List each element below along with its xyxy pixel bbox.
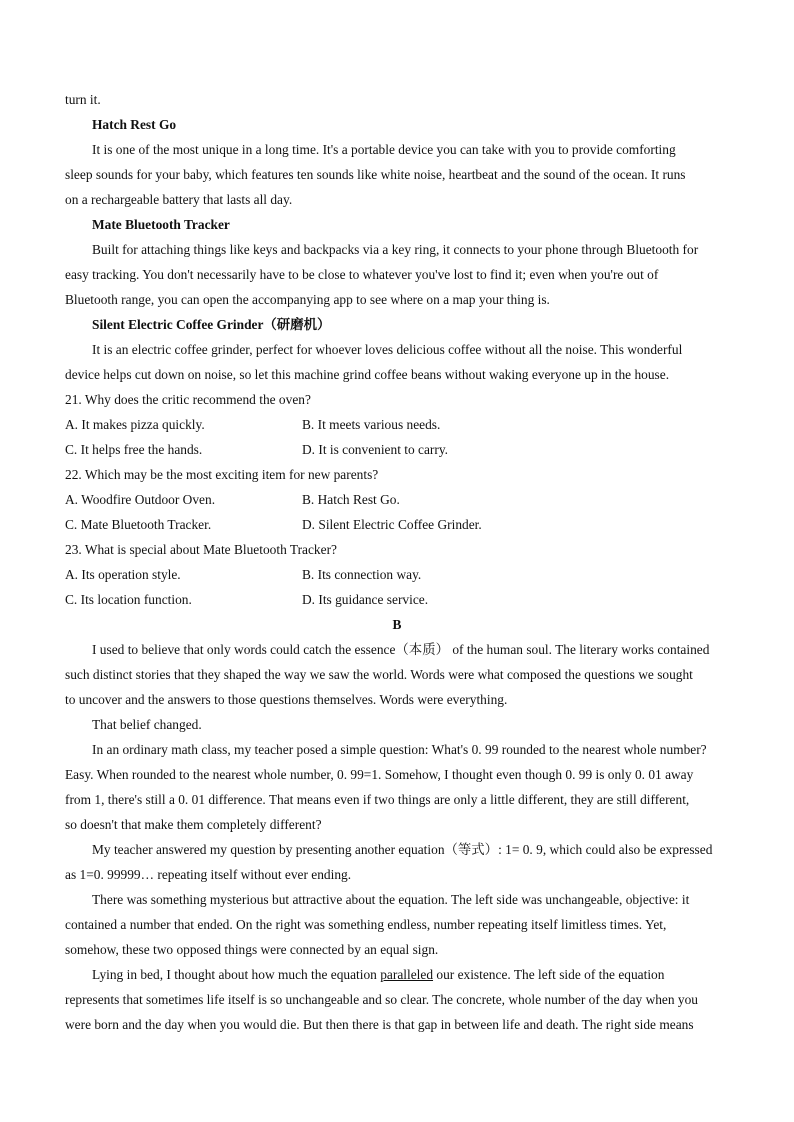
product-text: sleep sounds for your baby, which features ten sounds like white noise, heartbeat and the sound of the ocean. It runs	[65, 167, 686, 182]
option-c: C. Mate Bluetooth Tracker.	[65, 517, 212, 532]
passage-text: were born and the day when you would die. But then there is that gap in between life and death. The right side means	[65, 1017, 694, 1032]
product-text: on a rechargeable battery that lasts all day.	[65, 192, 293, 207]
option-d: D. It is convenient to carry.	[302, 442, 449, 457]
passage-fragment: our existence. The left side of the equation	[433, 967, 665, 982]
underlined-word: paralleled	[380, 967, 434, 982]
option-b: B. Its connection way.	[302, 567, 422, 582]
question-stem: 21. Why does the critic recommend the oven?	[65, 392, 311, 407]
product-heading-tracker: Mate Bluetooth Tracker	[92, 217, 230, 232]
passage-text: represents that sometimes life itself is so unchangeable and so clear. The concrete, whole number of the day when you	[65, 992, 699, 1007]
product-text: It is one of the most unique in a long time. It's a portable device you can take with you to provide comforting	[92, 142, 676, 157]
passage-text: as 1=0. 99999… repeating itself without ever ending.	[65, 867, 352, 882]
passage-text: That belief changed.	[92, 717, 202, 732]
passage-text: My teacher answered my question by presenting another equation（等式）: 1= 0. 9, which could also be expressed	[92, 842, 713, 857]
passage-text: Easy. When rounded to the nearest whole number, 0. 99=1. Somehow, I thought even though 0. 99 is only 0. 01 away	[65, 767, 694, 782]
product-heading-hatch: Hatch Rest Go	[92, 117, 177, 132]
passage-text: There was something mysterious but attractive about the equation. The left side was unchangeable, objective: it	[92, 892, 690, 907]
passage-text: somehow, these two opposed things were connected by an equal sign.	[65, 942, 439, 957]
option-a: A. Woodfire Outdoor Oven.	[65, 492, 216, 507]
intro-tail: turn it.	[65, 92, 101, 107]
product-text: Built for attaching things like keys and backpacks via a key ring, it connects to your phone through Bluetooth for	[92, 242, 699, 257]
passage-text: I used to believe that only words could catch the essence（本质） of the human soul. The literary works contained	[92, 642, 710, 657]
product-text: easy tracking. You don't necessarily have to be close to whatever you've lost to find it; even when you're out of	[65, 267, 659, 282]
question-stem: 22. Which may be the most exciting item for new parents?	[65, 467, 379, 482]
option-c: C. Its location function.	[65, 592, 192, 607]
passage-text: from 1, there's still a 0. 01 difference. That means even if two things are only a little different, they are still different,	[65, 792, 690, 807]
passage-fragment: Lying in bed, I thought about how much the equation	[92, 967, 381, 982]
option-a: A. It makes pizza quickly.	[65, 417, 205, 432]
passage-text: In an ordinary math class, my teacher posed a simple question: What's 0. 99 rounded to the nearest whole number?	[92, 742, 707, 757]
option-b: B. It meets various needs.	[302, 417, 441, 432]
option-b: B. Hatch Rest Go.	[302, 492, 400, 507]
product-heading-grinder: Silent Electric Coffee Grinder（研磨机）	[92, 317, 331, 332]
option-a: A. Its operation style.	[65, 567, 181, 582]
passage-text: to uncover and the answers to those questions themselves. Words were everything.	[65, 692, 508, 707]
passage-text: so doesn't that make them completely different?	[65, 817, 322, 832]
product-text: Bluetooth range, you can open the accompanying app to see where on a map your thing is.	[65, 292, 550, 307]
passage-text: contained a number that ended. On the right was something endless, number repeating itself limitless times. Yet,	[65, 917, 667, 932]
passage-text: such distinct stories that they shaped the way we saw the world. Words were what composed the questions we sought	[65, 667, 693, 682]
section-heading-b: B	[392, 617, 402, 632]
product-text: It is an electric coffee grinder, perfect for whoever loves delicious coffee without all the noise. This wonderful	[92, 342, 683, 357]
option-d: D. Silent Electric Coffee Grinder.	[302, 517, 482, 532]
option-d: D. Its guidance service.	[302, 592, 429, 607]
product-text: device helps cut down on noise, so let this machine grind coffee beans without waking everyone up in the house.	[65, 367, 670, 382]
question-stem: 23. What is special about Mate Bluetooth Tracker?	[65, 542, 337, 557]
passage-text	[92, 966, 664, 984]
option-c: C. It helps free the hands.	[65, 442, 203, 457]
